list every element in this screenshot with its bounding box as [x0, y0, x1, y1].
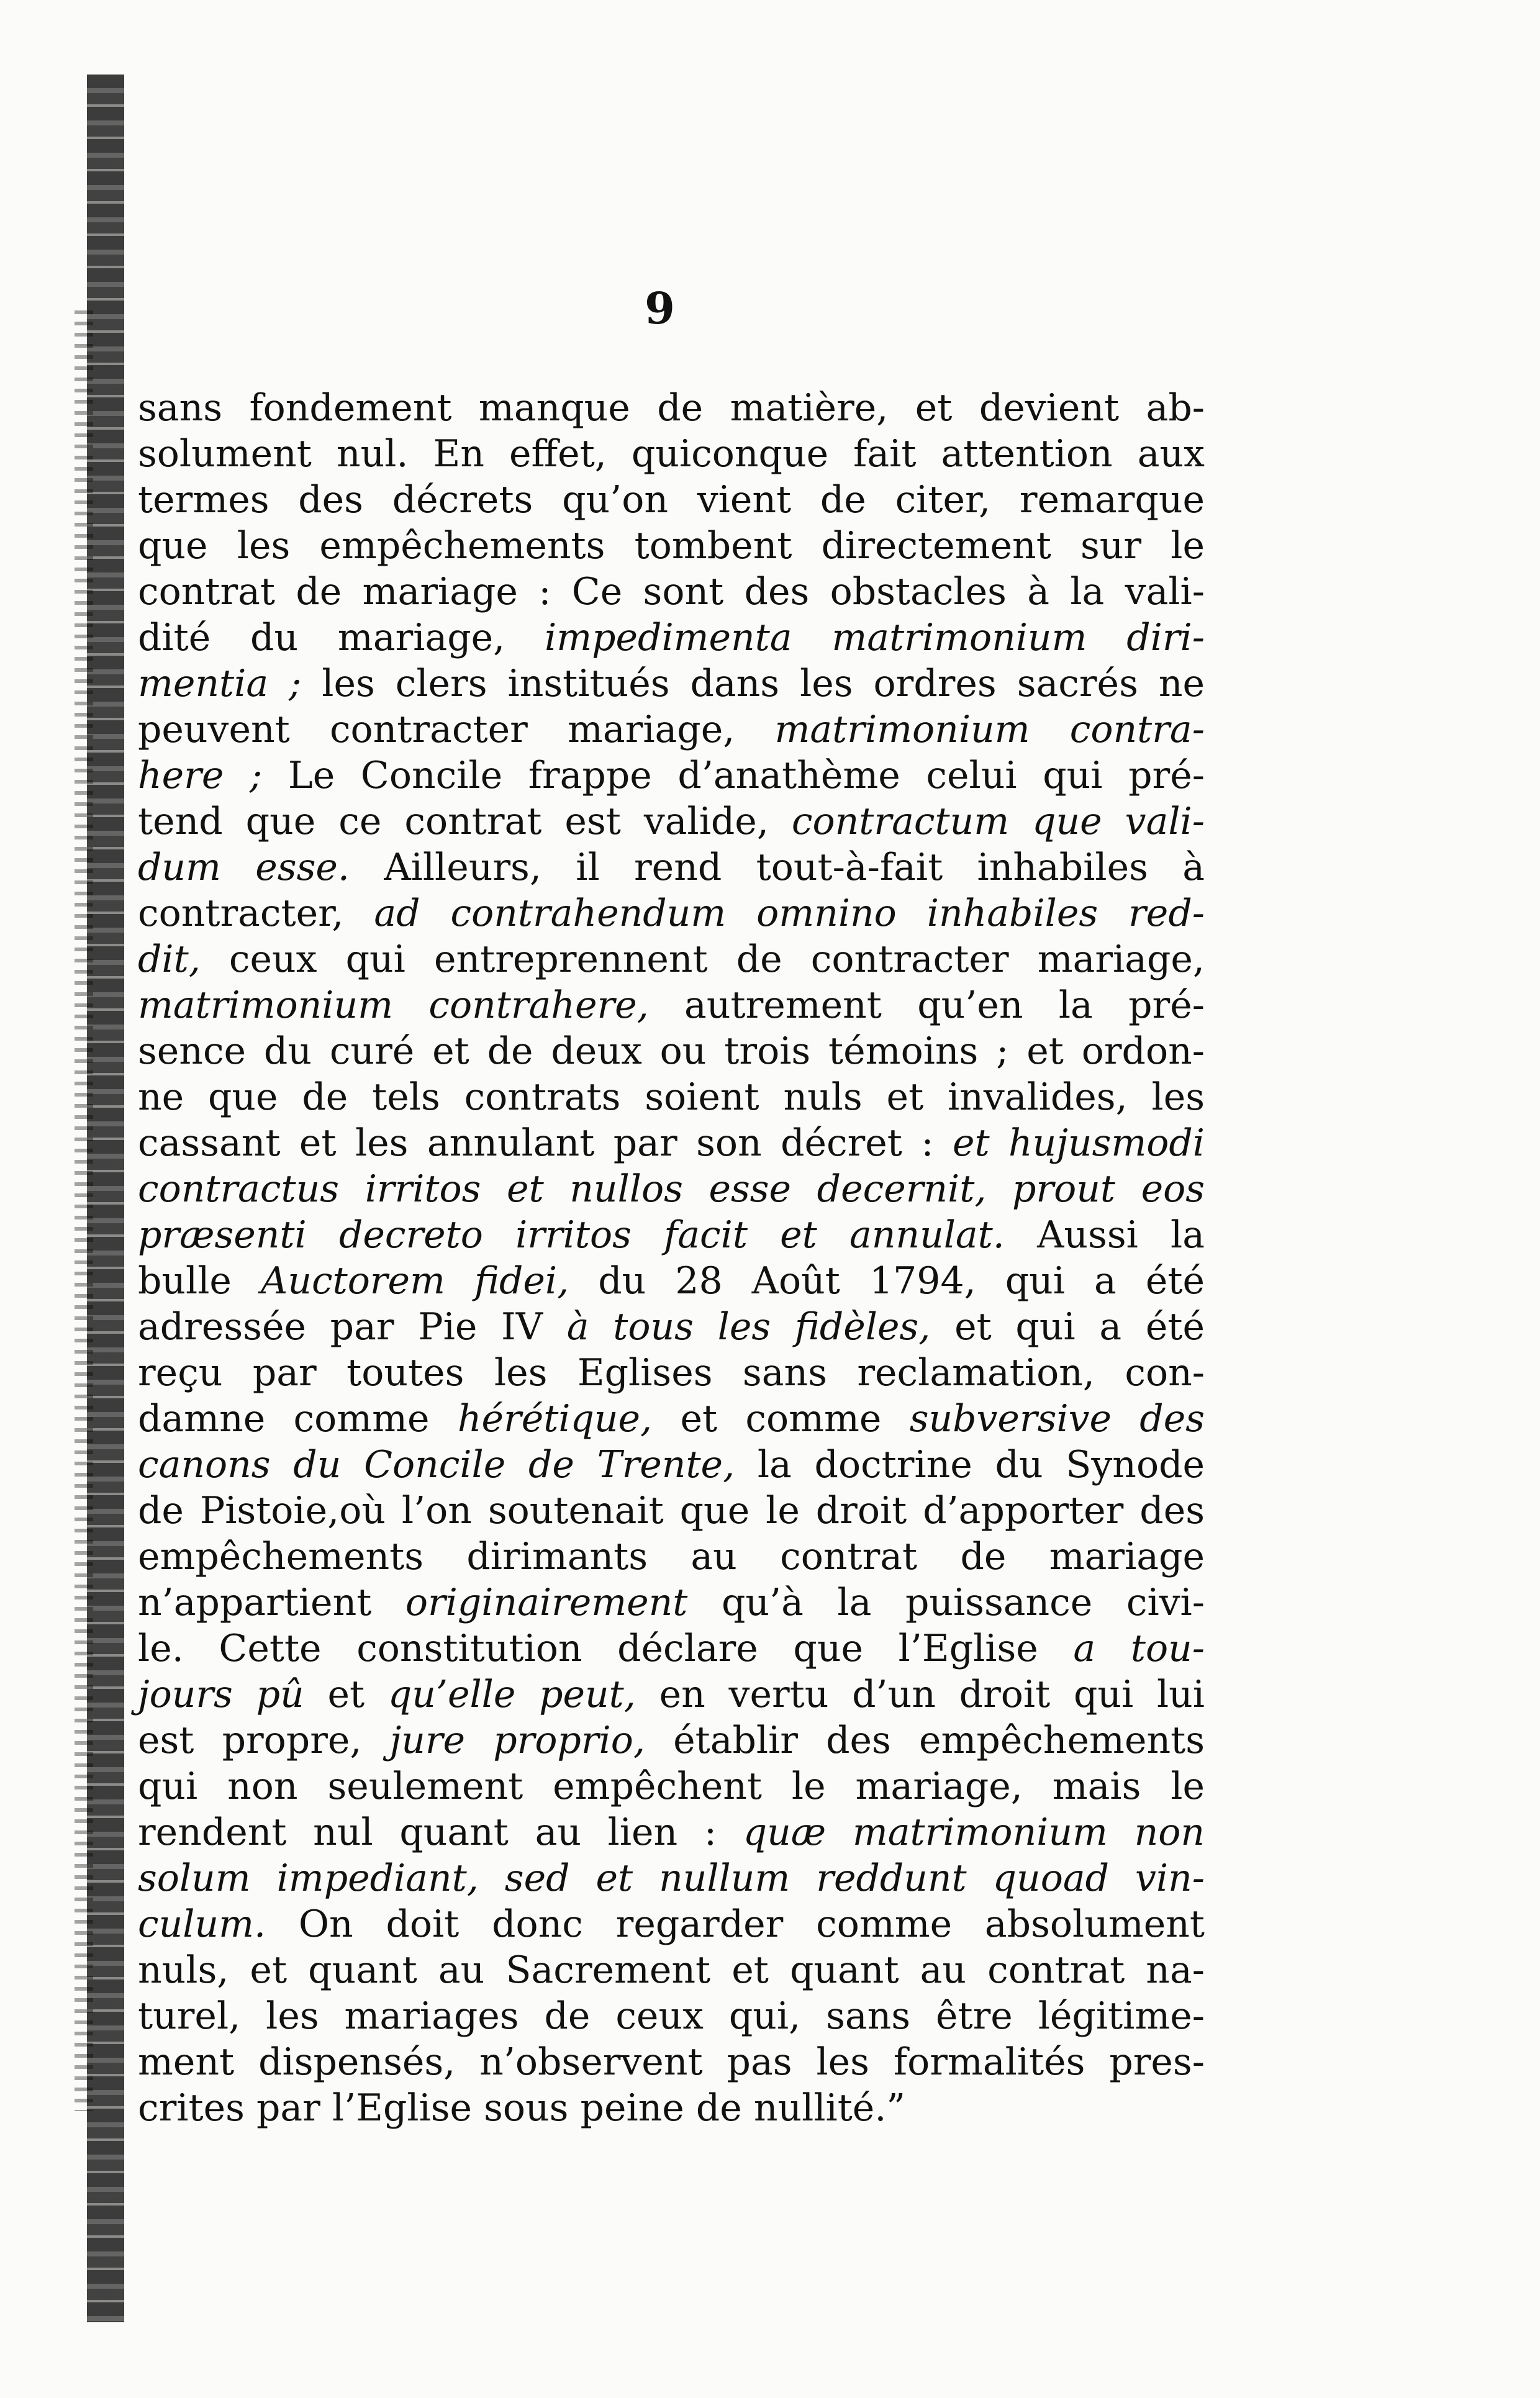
text-segment: crites par l’Eglise sous peine de nullité.”	[138, 2086, 906, 2130]
text-segment: la doctrine du Synode	[735, 1443, 1205, 1486]
text-segment: le. Cette constitution déclare que l’Eglise	[138, 1627, 1074, 1670]
text-segment: autrement qu’en la pré-	[648, 984, 1205, 1027]
text-segment: ne que de tels contrats soient nuls et invalides, les	[138, 1075, 1205, 1119]
text-line	[138, 1304, 1205, 1350]
italic-segment: quæ matrimonium non	[743, 1811, 1205, 1854]
text-line	[138, 2039, 1205, 2085]
text-segment: ment dispensés, n’observent pas les formalités pres-	[138, 2040, 1205, 2084]
text-segment: termes des décrets qu’on vient de citer, remarque	[138, 478, 1205, 522]
italic-segment: matrimonium contrahere,	[138, 984, 649, 1027]
binding-edge-speckle	[75, 310, 93, 2111]
text-segment: tend que ce contrat est valide,	[138, 800, 792, 843]
text-segment: adressée par Pie IV	[138, 1305, 567, 1349]
text-line	[138, 1672, 1205, 1717]
italic-segment: à tous les fidèles,	[566, 1305, 931, 1349]
text-line	[138, 385, 1205, 431]
text-line	[138, 661, 1205, 707]
text-segment: sans fondement manque de matière, et devient ab-	[138, 386, 1205, 430]
text-line	[138, 1258, 1205, 1304]
text-line	[138, 799, 1205, 844]
italic-segment: Auctorem fidei,	[261, 1259, 569, 1303]
text-line	[138, 1580, 1205, 1626]
text-line	[138, 844, 1205, 890]
text-line	[138, 477, 1205, 523]
italic-segment: matrimonium contra-	[774, 708, 1205, 751]
page-number: 9	[645, 283, 675, 334]
text-line	[138, 1350, 1205, 1396]
italic-segment: originairement	[405, 1581, 688, 1624]
text-line	[138, 1855, 1205, 1901]
text-segment: reçu par toutes les Eglises sans reclamation, con-	[138, 1351, 1205, 1395]
italic-segment: et hujusmodi	[952, 1121, 1205, 1165]
text-segment: et qui a été	[930, 1305, 1205, 1349]
italic-segment: impedimenta matrimonium diri-	[545, 616, 1205, 659]
italic-segment: a tou-	[1073, 1627, 1205, 1670]
text-line	[138, 1028, 1205, 1074]
text-line	[138, 1993, 1205, 2039]
italic-segment: qu’elle peut,	[387, 1673, 636, 1716]
text-line	[138, 523, 1205, 569]
italic-segment: dit,	[138, 938, 201, 981]
text-line	[138, 890, 1205, 936]
italic-segment: dum esse.	[138, 846, 350, 889]
italic-segment: præsenti decreto irritos facit et annulat.	[138, 1213, 1005, 1257]
text-line	[138, 1717, 1205, 1763]
italic-segment: culum.	[138, 1903, 266, 1946]
text-segment: cassant et les annulant par son décret :	[138, 1121, 953, 1165]
text-segment: nuls, et quant au Sacrement et quant au contrat na-	[138, 1948, 1205, 1992]
italic-segment: contractus irritos et nullos esse decernit, prout eos	[138, 1167, 1205, 1211]
text-segment: et comme	[652, 1397, 910, 1441]
text-line	[138, 753, 1205, 799]
text-line	[138, 2085, 1205, 2131]
text-segment: qu’à la puissance civi-	[687, 1581, 1205, 1624]
text-line	[138, 615, 1205, 661]
text-segment: les clers institués dans les ordres sacrés ne	[301, 662, 1205, 705]
text-line	[138, 569, 1205, 615]
body-text	[138, 385, 1205, 2131]
italic-segment: subversive des	[909, 1397, 1205, 1441]
text-segment: rendent nul quant au lien :	[138, 1811, 743, 1854]
text-segment: contracter,	[138, 892, 374, 935]
text-segment: On doit donc regarder comme absolument	[266, 1903, 1205, 1946]
text-line	[138, 1488, 1205, 1534]
text-segment: sence du curé et de deux ou trois témoins ; et ordon-	[138, 1029, 1205, 1073]
text-segment: damne comme	[138, 1397, 458, 1441]
text-line	[138, 1763, 1205, 1809]
text-segment: que les empêchements tombent directement sur le	[138, 524, 1205, 568]
italic-segment: ad contrahendum omnino inhabiles red-	[374, 892, 1205, 935]
text-line	[138, 1901, 1205, 1947]
text-line	[138, 1074, 1205, 1120]
italic-segment: jours pû	[138, 1673, 304, 1716]
text-segment: est propre,	[138, 1719, 390, 1762]
text-segment: solument nul. En effet, quiconque fait attention aux	[138, 432, 1205, 476]
text-line	[138, 707, 1205, 753]
text-line	[138, 1947, 1205, 1993]
italic-segment: canons du Concile de Trente,	[138, 1443, 735, 1486]
italic-segment: hérétique,	[457, 1397, 653, 1441]
italic-segment: jure proprio,	[389, 1719, 645, 1762]
text-segment: contrat de mariage : Ce sont des obstacles à la vali-	[138, 570, 1205, 613]
text-segment: ceux qui entreprennent de contracter mariage,	[200, 938, 1205, 981]
italic-segment: mentia ;	[138, 662, 302, 705]
text-segment: bulle	[138, 1259, 261, 1303]
text-line	[138, 1534, 1205, 1580]
text-line	[138, 1396, 1205, 1442]
text-segment: n’appartient	[138, 1581, 405, 1624]
italic-segment: here ;	[138, 754, 263, 797]
text-segment: Aussi la	[1004, 1213, 1205, 1257]
text-segment: Ailleurs, il rend tout-à-fait inhabiles à	[349, 846, 1205, 889]
text-line	[138, 431, 1205, 477]
text-segment: établir des empêchements	[645, 1719, 1205, 1762]
text-line	[138, 1212, 1205, 1258]
text-segment: Le Concile frappe d’anathème celui qui pré-	[262, 754, 1205, 797]
text-line	[138, 982, 1205, 1028]
text-line	[138, 1166, 1205, 1212]
text-segment: du 28 Août 1794, qui a été	[569, 1259, 1205, 1303]
text-segment: empêchements dirimants au contrat de mariage	[138, 1535, 1205, 1578]
text-line	[138, 1626, 1205, 1672]
text-segment: qui non seulement empêchent le mariage, mais le	[138, 1765, 1205, 1808]
text-segment: en vertu d’un droit qui lui	[635, 1673, 1205, 1716]
text-segment: de Pistoie,où l’on soutenait que le droit d’apporter des	[138, 1489, 1205, 1532]
text-segment: et	[304, 1673, 388, 1716]
italic-segment: contractum que vali-	[791, 800, 1205, 843]
text-segment: peuvent contracter mariage,	[138, 708, 775, 751]
text-line	[138, 1442, 1205, 1488]
italic-segment: solum impediant, sed et nullum reddunt quoad vin-	[138, 1857, 1205, 1900]
text-segment: dité du mariage,	[138, 616, 545, 659]
text-line	[138, 1809, 1205, 1855]
text-line	[138, 1120, 1205, 1166]
text-line	[138, 936, 1205, 982]
text-segment: turel, les mariages de ceux qui, sans être légitime-	[138, 1994, 1205, 2038]
